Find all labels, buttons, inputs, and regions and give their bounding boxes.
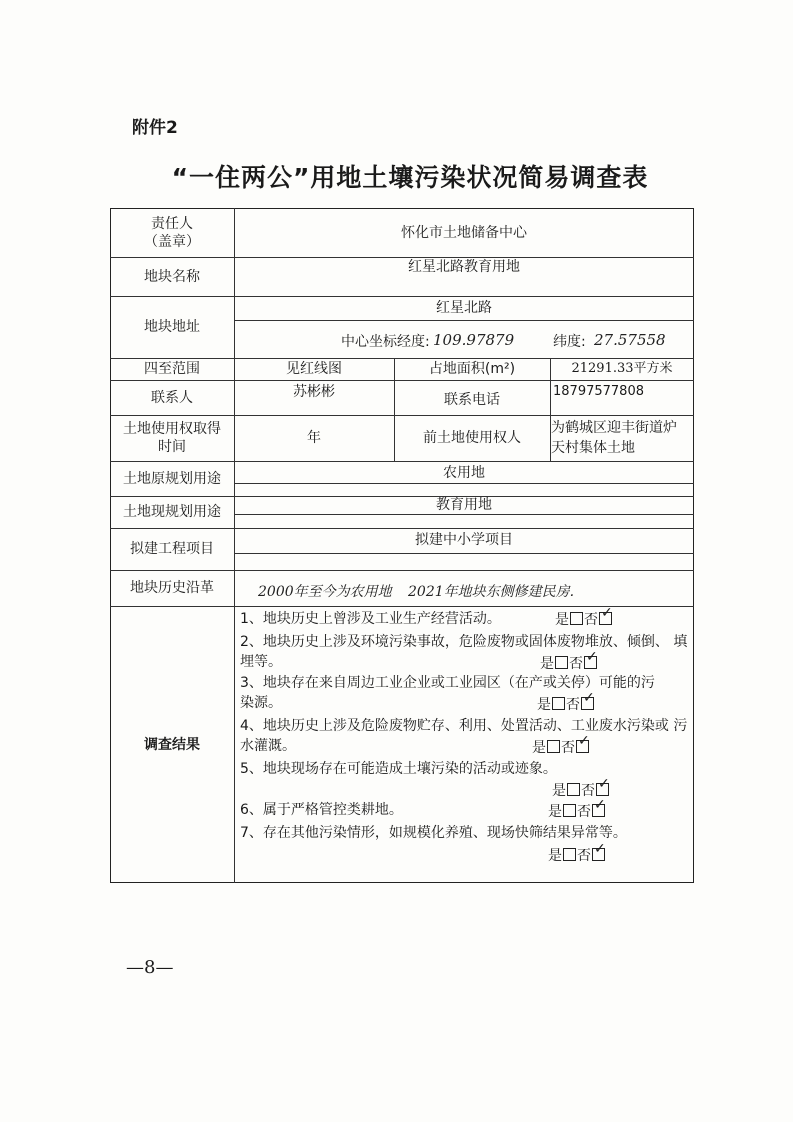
attachment-label: 附件2 [132, 118, 178, 138]
page-number: —8— [126, 957, 174, 978]
result-item-6-text: 6、属于严格管控类耕地。 [240, 802, 403, 818]
no-checkbox[interactable] [576, 733, 590, 753]
result-item-1-text: 1、地块历史上曾涉及工业生产经营活动。 [240, 611, 501, 627]
yes-checkbox[interactable] [563, 804, 576, 817]
no-checkbox[interactable] [592, 841, 606, 861]
latitude-value: 27.57558 [594, 331, 666, 349]
previous-user-value [551, 418, 694, 458]
result-item-5-text: 5、地块现场存在可能造成土壤污染的活动或迹象。 [240, 761, 557, 777]
project-label: 拟建工程项目 [130, 541, 214, 557]
no-label: 否 [569, 656, 583, 672]
acquisition-time-label-line2: 时间 [158, 439, 186, 455]
result-item-4 [240, 716, 695, 756]
no-label: 否 [561, 740, 575, 756]
yes-label: 是 [548, 848, 562, 864]
form-title: “一住两公”用地土壤污染状况简易调查表 [171, 163, 649, 192]
current-use-value: 教育用地 [436, 497, 492, 513]
result-item-3-line1: 3、地块存在来自周边工业企业或工业园区（在产或关停）可能的污 [240, 675, 655, 691]
responsible-value: 怀化市土地储备中心 [401, 224, 527, 241]
result-item-4-line2: 水灌溉。 [240, 738, 296, 754]
result-item-2-line2: 埋等。 [240, 654, 282, 670]
phone-value: 18797577808 [553, 384, 644, 399]
responsible-label [110, 208, 234, 257]
result-item-1 [240, 609, 695, 629]
result-label: 调查结果 [144, 736, 200, 753]
boundary-value: 见红线图 [286, 361, 342, 377]
contact-value: 苏彬彬 [293, 384, 335, 400]
row-divider [234, 320, 694, 321]
result-item-3-line2: 染源。 [240, 695, 282, 711]
check-mark-icon: ✓ [594, 797, 606, 813]
check-mark-icon: ✓ [598, 776, 610, 792]
acquisition-time-label-line1: 土地使用权取得 [123, 421, 221, 437]
phone-label: 联系电话 [444, 392, 500, 408]
check-mark-icon: ✓ [578, 733, 590, 749]
history-value-2: 2021年地块东侧修建民房. [408, 584, 575, 600]
no-label: 否 [577, 804, 591, 820]
result-answer-4 [532, 733, 590, 757]
no-checkbox[interactable] [584, 649, 598, 669]
row-divider [234, 514, 694, 515]
result-answer-6 [548, 797, 606, 821]
no-checkbox[interactable] [581, 690, 595, 710]
no-checkbox[interactable] [596, 776, 610, 796]
no-label: 否 [581, 783, 595, 799]
result-item-7 [240, 823, 695, 843]
longitude-value: 109.97879 [433, 331, 515, 349]
previous-user-value-line2: 天村集体土地 [551, 440, 635, 456]
yes-checkbox[interactable] [555, 656, 568, 669]
no-checkbox[interactable] [599, 605, 613, 625]
history-value-1: 2000年至今为农用地 [258, 584, 392, 600]
address-label: 地块地址 [144, 319, 200, 335]
yes-checkbox[interactable] [563, 848, 576, 861]
no-label: 否 [577, 848, 591, 864]
history-label: 地块历史沿革 [130, 580, 214, 596]
area-value: 21291.33平方米 [571, 361, 673, 376]
yes-label: 是 [532, 740, 546, 756]
yes-label: 是 [555, 612, 569, 628]
check-mark-icon: ✓ [583, 690, 595, 706]
row-divider [234, 483, 694, 484]
result-item-2-line1: 2、地块历史上涉及环境污染事故，危险废物或固体废物堆放、倾倒、 填 [240, 634, 688, 650]
original-use-value: 农用地 [443, 465, 485, 481]
result-item-5 [240, 759, 695, 779]
no-label: 否 [584, 612, 598, 628]
result-item-4-line1: 4、地块历史上涉及危险废物贮存、利用、处置活动、工业废水污染或 污 [240, 718, 688, 734]
parcel-name-value: 红星北路教育用地 [408, 259, 520, 275]
acquisition-time-label [110, 415, 234, 461]
yes-label: 是 [537, 697, 551, 713]
original-use-label: 土地原规划用途 [123, 470, 221, 487]
yes-checkbox[interactable] [567, 783, 580, 796]
boundary-label: 四至范围 [144, 361, 200, 377]
yes-label: 是 [552, 783, 566, 799]
yes-checkbox[interactable] [547, 740, 560, 753]
previous-user-value-line1: 为鹤城区迎丰街道炉 [551, 420, 677, 436]
result-answer-2 [540, 649, 598, 673]
current-use-label: 土地现规划用途 [123, 504, 221, 520]
responsible-label-line1: 责任人 [151, 215, 193, 232]
yes-checkbox[interactable] [552, 697, 565, 710]
address-value: 红星北路 [436, 300, 492, 316]
area-label: 占地面积(m²) [428, 361, 516, 377]
yes-label: 是 [548, 804, 562, 820]
result-item-6 [240, 800, 695, 820]
latitude-label: 纬度: [553, 334, 586, 350]
result-item-7-text: 7、存在其他污染情形，如规模化养殖、现场快筛结果异常等。 [240, 825, 627, 841]
result-answer-3 [537, 690, 595, 714]
no-label: 否 [566, 697, 580, 713]
check-mark-icon: ✓ [586, 649, 598, 665]
result-answer-7 [548, 841, 606, 865]
parcel-name-label: 地块名称 [144, 268, 200, 285]
check-mark-icon: ✓ [594, 841, 606, 857]
result-item-2 [240, 632, 695, 672]
acquisition-time-value: 年 [307, 430, 321, 446]
row-divider [234, 553, 694, 554]
longitude-label: 中心坐标经度: [341, 334, 430, 350]
check-mark-icon: ✓ [601, 605, 613, 621]
yes-label: 是 [540, 656, 554, 672]
project-value: 拟建中小学项目 [415, 532, 513, 548]
result-item-3 [240, 673, 695, 713]
yes-checkbox[interactable] [570, 612, 583, 625]
no-checkbox[interactable] [592, 797, 606, 817]
responsible-label-line2: （盖章） [144, 233, 200, 250]
contact-label: 联系人 [151, 389, 193, 406]
previous-user-label: 前土地使用权人 [423, 430, 521, 446]
result-answer-1 [555, 605, 613, 629]
